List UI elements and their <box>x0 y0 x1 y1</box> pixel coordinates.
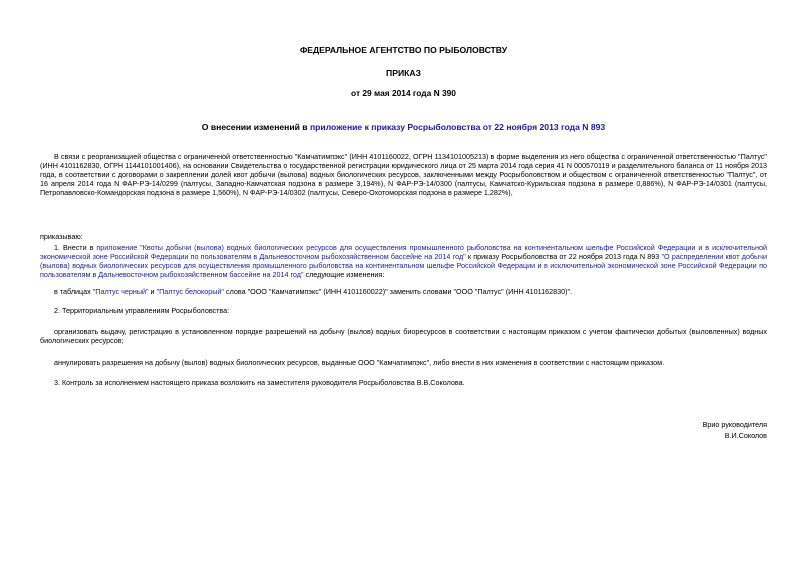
item-1-text-b: к приказу Росрыболовства от 22 ноября 2013 года N 893 <box>465 252 662 261</box>
order-word: приказываю: <box>40 232 83 241</box>
item-3-paragraph: 3. Контроль за исполнением настоящего приказа возложить на заместителя руководителя Росрыболовства В.В.Соколова. <box>54 378 465 387</box>
signature-position: Врио руководителя <box>702 420 767 429</box>
appendix-link[interactable]: приложение "Квоты добычи (вылова) водных биологических ресурсов для осуществления промышленного рыболовства на континентальном шельфе Российской Федерации и в исключительной экономической зоне Российской Федерации по пользователям в Дальневосточном рыбохозяйственном бассейне на 2014 год" <box>40 243 767 261</box>
annul-paragraph: аннулировать разрешения на добычу (вылов) водных биологических ресурсов, выданные ООО "Камчатимпэкс", либо внести в них изменения в соответствии с настоящим приказом. <box>54 358 665 367</box>
item-2-paragraph: 2. Территориальным управлениям Росрыболовства: <box>54 306 230 315</box>
order-893-link[interactable]: "О распределении квот добычи (вылова) водных биологических ресурсов для осуществления промышленного рыболовства на континентальном шельфе Российской Федерации и в исключительной экономической зоне Российской Федерации по пользователям в Дальневосточном рыбохозяйственном бассейне на 2014 год" <box>40 252 767 279</box>
preamble-paragraph: В связи с реорганизацией общества с ограниченной ответственностью "Камчатимпэкс" (ИНН 4101160022, ОГРН 1134101005213) в форме выделения из него общества с ограниченной ответственностью "Палтус" (ИНН 4101162830, ОГРН 1144101001406), на основании Свидетельства о государственной регистрации юридического лица от 25 марта 2014 года серия 41 N 000570119 и разделительного баланса от 11 ноября 2013 года, в соответствии с договорами о закреплении долей квот добычи (вылова) водных биологических ресурсов, заключенными между Росрыболовством и обществом с ограниченной ответственностью "Палтус", от 16 апреля 2014 года N ФАР-РЭ-14/0299 (палтусы, Западно-Камчатская подзона в размере 3,194%), N ФАР-РЭ-14/0300 (палтусы, Камчатско-Курильская подзона в размере 0,886%), N ФАР-РЭ-14/0301 (палтусы, Петропавловско-Командорская подзона в размере 1,560%), N ФАР-РЭ-14/0302 (палтусы, Северо-Охотоморская подзона в размере 1,282%), <box>40 152 767 197</box>
item-1-text-a: 1. Внести в <box>54 243 97 252</box>
title-link[interactable]: приложение к приказу Росрыболовства от 22 ноября 2013 года N 893 <box>309 122 606 132</box>
document-title <box>0 123 807 132</box>
white-halibut-link[interactable]: "Палтус белокорый" <box>156 287 224 296</box>
tables-text-a: в таблицах <box>54 287 93 296</box>
agency-heading: ФЕДЕРАЛЬНОЕ АГЕНТСТВО ПО РЫБОЛОВСТВУ <box>299 45 508 55</box>
tables-change-paragraph <box>40 287 767 296</box>
signature-name: В.И.Соколов <box>724 431 767 440</box>
title-prefix: О внесении изменений в <box>201 122 310 132</box>
tables-text-c: слова "ООО "Камчатимпэкс" (ИНН 4101160022)" заменить словами "ООО "Палтус" (ИНН 4101162830)". <box>223 287 573 296</box>
item-1-text-c: следующие изменения: <box>303 270 385 279</box>
doc-type-heading: ПРИКАЗ <box>386 68 421 78</box>
black-halibut-link[interactable]: "Палтус черный" <box>92 287 149 296</box>
date-number-heading: от 29 мая 2014 года N 390 <box>351 88 456 98</box>
tables-text-b: и <box>148 287 157 296</box>
organize-paragraph: организовать выдачу, регистрацию в установленном порядке разрешений на добычу (вылов) водных биоресурсов в соответствии с настоящим приказом с учетом фактически добытых (выловленных) водных биологических ресурсов; <box>40 327 767 345</box>
item-1-paragraph <box>40 243 767 279</box>
